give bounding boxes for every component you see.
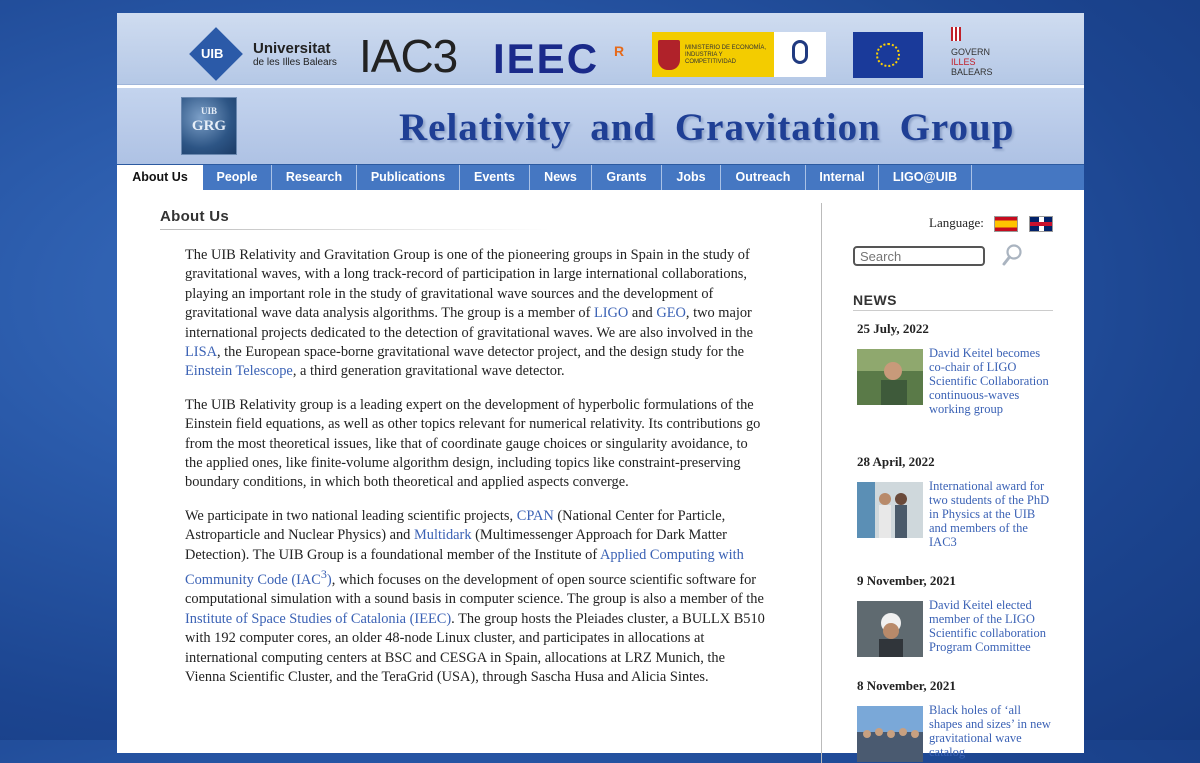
- nav-about-us[interactable]: About Us: [117, 165, 203, 190]
- page-frame: [117, 13, 1084, 759]
- govern-line-3: BALEARS: [951, 67, 993, 77]
- news-headline: David Keitel elected member of the LIGO Scientific collaboration Program Committee: [929, 598, 1046, 654]
- news-headline: David Keitel becomes co-chair of LIGO Scientific Collaboration continuous-waves working group: [929, 346, 1049, 416]
- title-rule: [160, 229, 550, 230]
- news-headline: Black holes of ‘all shapes and sizes’ in new gravitational wave catalog: [929, 703, 1051, 759]
- sponsor-logo-band: [117, 13, 1084, 85]
- intro-text-3: , two major international projects dedicated to the detection of gravitational waves. We are also involved in the: [185, 305, 754, 341]
- link-ligo[interactable]: LIGO: [593, 305, 629, 322]
- news-headline: International award for two students of the PhD in Physics at the UIB and members of the IAC3: [929, 479, 1050, 549]
- projects-text-1: We participate in two national leading scientific projects,: [185, 507, 517, 524]
- govern-line-2: ILLES: [951, 57, 976, 67]
- nav-ligo-uib[interactable]: LIGO@UIB: [879, 165, 972, 190]
- page-title: About Us: [160, 208, 230, 225]
- link-iac3-end: ): [326, 571, 332, 588]
- content-area: [117, 190, 1084, 759]
- paragraph-relativity: The UIB Relativity group is a leading expert on the development of hyperbolic formulations of the Einstein field equations, as well as other topics relevant for numerical relativity. Its contributions go from the most theoretical issues, like that of coordinate gauge choices or singularity avoidance, to the applied ones, like finite-volume algorithm design, including topics like constraint-preserving boundary conditions, in which both theoretical and applied aspects converge.: [185, 396, 761, 491]
- agencia-mark-icon: [792, 40, 808, 64]
- news-link[interactable]: [857, 479, 1053, 549]
- govern-logo[interactable]: [951, 27, 993, 77]
- eu-flag-icon[interactable]: [853, 32, 923, 78]
- link-lisa[interactable]: LISA: [185, 344, 217, 361]
- nav-publications[interactable]: Publications: [357, 165, 460, 190]
- link-multidark[interactable]: Multidark: [413, 527, 472, 544]
- news-date: 8 November, 2021: [857, 678, 956, 693]
- news-date: 25 July, 2022: [857, 321, 929, 336]
- nav-internal[interactable]: Internal: [806, 165, 879, 190]
- nav-grants[interactable]: Grants: [592, 165, 662, 190]
- intro-text-5: , a third generation gravitational wave detector.: [292, 363, 565, 380]
- projects-text-5: . The group hosts the Pleiades cluster, a BULLX B510 with 192 computer cores, an older 48-node Linux cluster, and participates in allocations at international computing centers at BSC and CESGA in Spain, allocations at LRZ Munich, the Vienna Scientific Cluster, and the TeraGrid (USA), through Sascha Husa and Alicia Sintes.: [185, 610, 765, 685]
- eu-stars-icon: [876, 43, 900, 67]
- link-ieec[interactable]: Institute of Space Studies of Catalonia (IEEC): [185, 610, 452, 627]
- projects-text-3: (Multimessenger Approach for Dark Matter Detection). The UIB Group is a foundational member of the Institute of: [185, 527, 727, 563]
- ieec-r-mark: R: [614, 43, 625, 59]
- ministerio-text: MINISTERIO DE ECONOMÍA, INDUSTRIA Y COMPETITIVIDAD: [685, 45, 767, 65]
- spanish-flag-icon[interactable]: [994, 216, 1018, 232]
- nav-research[interactable]: Research: [272, 165, 357, 190]
- paragraph-projects: [185, 507, 765, 687]
- link-iac3-sup: 3: [320, 567, 327, 582]
- grg-logo-small: UIB: [200, 106, 217, 116]
- uib-badge-text: UIB: [201, 46, 224, 61]
- govern-line-1: GOVERN: [951, 47, 991, 57]
- news-link[interactable]: [857, 598, 1053, 654]
- projects-text-4: , which focuses on the development of open source scientific software for computational simulation with a sound basis in computer science. The group is also a member of the: [185, 571, 764, 608]
- news-date: 28 April, 2022: [857, 454, 935, 469]
- link-einstein-telescope[interactable]: Einstein Telescope: [185, 363, 293, 380]
- grg-logo-big: GRG: [191, 118, 227, 134]
- uib-subname: de les Illes Balears: [253, 57, 337, 68]
- search-icon[interactable]: [1001, 243, 1023, 267]
- grg-logo[interactable]: [181, 97, 237, 155]
- english-flag-icon[interactable]: [1029, 216, 1053, 232]
- column-divider: [821, 203, 822, 763]
- main-nav: [117, 164, 1084, 190]
- ministerio-logo[interactable]: [652, 32, 826, 77]
- news-link[interactable]: [857, 703, 1053, 759]
- intro-text-1: The UIB Relativity and Gravitation Group is one of the pioneering groups in Spain in the study of gravitational waves, with a long track-record of participation in large international collaborations, playing an important role in the study of gravitational wave sources and the development of gravitational wave data analysis algorithms. The group is a member of: [185, 247, 750, 322]
- news-heading: NEWS: [853, 292, 897, 308]
- news-rule: [853, 310, 1053, 311]
- language-label: Language:: [929, 215, 984, 230]
- intro-text-4: , the European space-borne gravitational wave detector project, and the design study for the: [216, 344, 745, 361]
- paragraph-intro: [185, 246, 765, 382]
- govern-stripes-icon: [951, 27, 961, 41]
- news-link[interactable]: [857, 346, 1053, 416]
- nav-news[interactable]: News: [530, 165, 592, 190]
- nav-jobs[interactable]: Jobs: [662, 165, 721, 190]
- main-text: [185, 246, 765, 701]
- iac3-logo[interactable]: IAC3: [359, 30, 458, 82]
- agencia-logo: [774, 32, 826, 77]
- link-geo[interactable]: GEO: [656, 305, 686, 322]
- link-cpan[interactable]: CPAN: [516, 507, 554, 524]
- intro-text-2: and: [628, 305, 657, 322]
- link-iac3-text: Applied Computing with Community Code (IAC: [185, 546, 744, 588]
- search-input[interactable]: [853, 246, 985, 266]
- spain-shield-icon: [658, 40, 680, 70]
- nav-outreach[interactable]: Outreach: [721, 165, 806, 190]
- ieec-logo[interactable]: IEEC: [493, 35, 600, 82]
- news-date: 9 November, 2021: [857, 573, 956, 588]
- uib-logo[interactable]: [253, 41, 337, 69]
- uib-name: Universitat: [253, 40, 331, 57]
- nav-people[interactable]: People: [203, 165, 272, 190]
- site-title: Relativity and Gravitation Group: [399, 106, 1015, 149]
- projects-text-2: (National Center for Particle, Astroparticle and Nuclear Physics) and: [185, 507, 726, 544]
- nav-events[interactable]: Events: [460, 165, 530, 190]
